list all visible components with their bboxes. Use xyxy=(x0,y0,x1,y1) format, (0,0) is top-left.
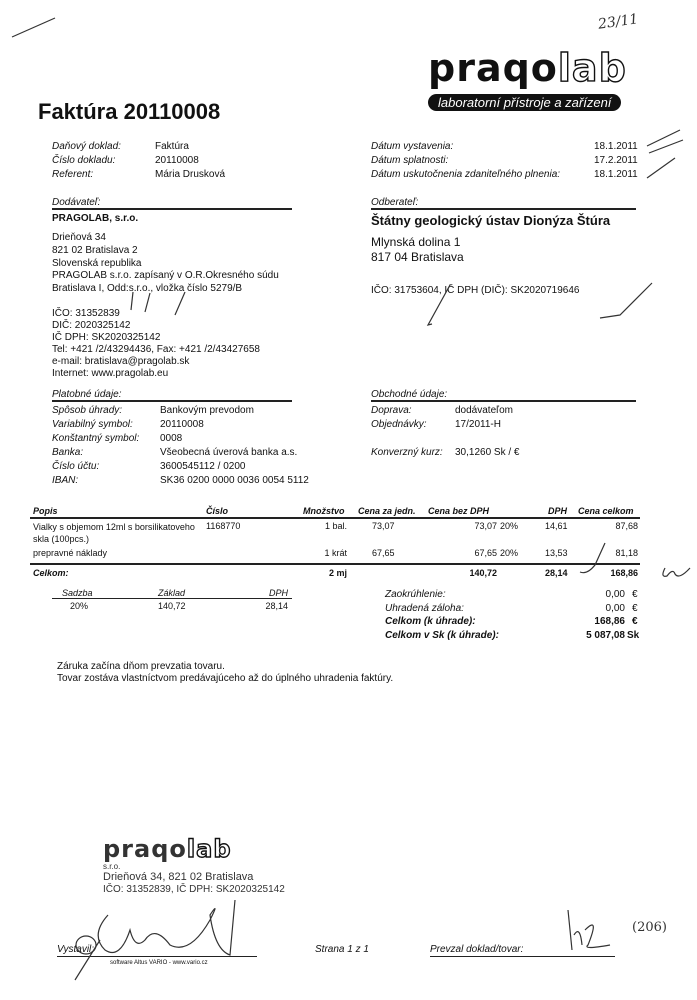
item-price-excl-vat: 73,07 xyxy=(474,521,497,531)
rounding-label: Zaokrúhlenie: xyxy=(385,589,446,600)
column-header: Cena bez DPH xyxy=(428,506,490,516)
received-label: Prevzal doklad/tovar: xyxy=(430,944,524,955)
logo-word-outline: lab xyxy=(557,46,627,90)
currency-unit: € xyxy=(632,603,638,614)
currency-unit: Sk xyxy=(627,630,640,641)
address-line: Bratislava I, Odd:s.r.o., vložka číslo 5279/B xyxy=(52,283,243,294)
column-header: Číslo xyxy=(206,506,229,516)
doc-info-value: 20110008 xyxy=(155,155,199,166)
customer-address-line: Mlynská dolina 1 xyxy=(371,235,461,249)
payment-value: Všeobecná úverová banka a.s. xyxy=(160,447,298,458)
rounding-value: 0,00 xyxy=(605,589,625,600)
date-label: Dátum splatnosti: xyxy=(371,155,449,166)
total-due-sk-label: Celkom v Sk (k úhrade): xyxy=(385,630,499,641)
item-vat-rate: 20% xyxy=(500,548,519,558)
check-mark xyxy=(575,540,695,585)
conversion-value: 30,1260 Sk / € xyxy=(455,447,520,458)
business-value: dodávateľom xyxy=(455,405,513,416)
vat-rate: 20% xyxy=(70,601,89,611)
vat-column-header: Sadzba xyxy=(62,588,93,598)
company-logo xyxy=(428,48,658,112)
total-price-excl-vat: 140,72 xyxy=(469,568,497,578)
total-due-value: 168,86 xyxy=(594,616,625,627)
item-description: prepravné náklady xyxy=(33,548,108,558)
item-quantity: 1 krát xyxy=(324,548,347,558)
doc-info-label: Číslo dokladu: xyxy=(52,155,116,166)
payment-label: IBAN: xyxy=(52,475,79,486)
payment-value: 3600545112 / 0200 xyxy=(160,461,246,472)
date-value: 18.1.2011 xyxy=(594,141,638,152)
column-header: Cena za jedn. xyxy=(358,506,416,516)
customer-name: Štátny geologický ústav Dionýza Štúra xyxy=(371,213,611,228)
business-heading: Obchodné údaje: xyxy=(371,389,448,400)
payment-label: Banka: xyxy=(52,447,84,458)
item-description: Vialky s objemom 12ml s borsilikatoveho skla (100pcs.) xyxy=(33,522,195,544)
date-label: Dátum vystavenia: xyxy=(371,141,454,152)
supplier-ico: IČO: 31352839 xyxy=(52,308,120,319)
total-label: Celkom: xyxy=(33,568,69,578)
supplier-ic-dph: IČ DPH: SK2020325142 xyxy=(52,332,161,343)
page-indicator: Strana 1 z 1 xyxy=(315,944,369,955)
business-value: 17/2011-H xyxy=(455,419,501,430)
date-value: 17.2.2011 xyxy=(594,155,638,166)
item-vat: 13,53 xyxy=(545,548,568,558)
company-stamp xyxy=(103,836,303,896)
business-label: Objednávky: xyxy=(371,419,427,430)
item-price-excl-vat: 67,65 xyxy=(474,548,497,558)
payment-value: 20110008 xyxy=(160,419,204,430)
payment-label: Konštantný symbol: xyxy=(52,433,140,444)
currency-unit: € xyxy=(632,589,638,600)
vat-base: 140,72 xyxy=(158,601,186,611)
date-value: 18.1.2011 xyxy=(594,169,638,180)
address-line: PRAGOLAB s.r.o. zapísaný v O.R.Okresného súdu xyxy=(52,270,279,281)
ownership-note: Tovar zostáva vlastníctvom predávajúceho až do úplného uhradenia faktúry. xyxy=(57,673,394,684)
column-header: Množstvo xyxy=(303,506,345,516)
item-unit-price: 73,07 xyxy=(372,521,395,531)
item-total: 87,68 xyxy=(615,521,638,531)
item-vat: 14,61 xyxy=(545,521,568,531)
doc-info-label: Referent: xyxy=(52,169,94,180)
address-line: 821 02 Bratislava 2 xyxy=(52,245,138,256)
payment-value: SK36 0200 0000 0036 0054 5112 xyxy=(160,475,309,486)
item-unit-price: 67,65 xyxy=(372,548,395,558)
warranty-note: Záruka začína dňom prevzatia tovaru. xyxy=(57,661,225,672)
item-number: 1168770 xyxy=(206,521,241,531)
doc-info-label: Daňový doklad: xyxy=(52,141,121,152)
supplier-website: Internet: www.pragolab.eu xyxy=(52,368,169,379)
stamp-sro: s.r.o. xyxy=(103,862,121,871)
total-due-label: Celkom (k úhrade): xyxy=(385,616,476,627)
supplier-email: e-mail: bratislava@pragolab.sk xyxy=(52,356,190,367)
signature-issuer xyxy=(60,895,250,985)
check-mark xyxy=(130,290,200,320)
stamp-logo-bold: praqo xyxy=(103,835,187,863)
supplier-heading: Dodávateľ: xyxy=(52,197,101,208)
currency-unit: € xyxy=(632,616,638,627)
stamp-ids: IČO: 31352839, IČ DPH: SK2020325142 xyxy=(103,884,285,895)
supplier-phone: Tel: +421 /2/43294436, Fax: +421 /2/43427658 xyxy=(52,344,260,355)
advance-label: Uhradená záloha: xyxy=(385,603,464,614)
check-mark xyxy=(645,128,685,183)
total-quantity: 2 mj xyxy=(328,568,347,578)
stamp-logo-outline: lab xyxy=(186,835,232,863)
scan-mark xyxy=(10,15,60,40)
payment-heading: Platobné údaje: xyxy=(52,389,122,400)
stamp-address: Drieňová 34, 821 02 Bratislava xyxy=(103,871,254,883)
business-label: Doprava: xyxy=(371,405,412,416)
item-quantity: 1 bal. xyxy=(324,521,347,531)
check-mark xyxy=(420,280,660,330)
payment-label: Číslo účtu: xyxy=(52,461,100,472)
total-amount: 168,86 xyxy=(610,568,638,578)
payment-label: Spôsob úhrady: xyxy=(52,405,123,416)
payment-value: Bankovým prevodom xyxy=(160,405,254,416)
customer-heading: Odberateľ: xyxy=(371,197,419,208)
received-note: (206) xyxy=(632,920,667,935)
vat-column-header: Základ xyxy=(158,588,186,598)
address-line: Slovenská republika xyxy=(52,258,142,269)
advance-value: 0,00 xyxy=(605,603,625,614)
customer-ids: IČO: 31753604, IČ DPH (DIČ): SK2020719646 xyxy=(371,285,580,296)
column-header: Popis xyxy=(33,506,58,516)
payment-value: 0008 xyxy=(160,433,183,444)
vat-column-header: DPH xyxy=(268,588,288,598)
total-vat: 28,14 xyxy=(545,568,568,578)
conversion-label: Konverzný kurz: xyxy=(371,447,443,458)
logo-word-bold: praqo xyxy=(428,46,558,90)
item-vat-rate: 20% xyxy=(500,521,519,531)
column-header: Cena celkom xyxy=(578,506,634,516)
doc-info-value: Faktúra xyxy=(155,141,189,152)
vat-amount: 28,14 xyxy=(265,601,288,611)
logo-tagline: laboratorní přístroje a zařízení xyxy=(428,94,621,111)
column-header: DPH xyxy=(548,506,568,516)
page-title: Faktúra 20110008 xyxy=(38,99,221,124)
total-due-sk-value: 5 087,08 xyxy=(586,630,625,641)
software-credit: software Altus VARIO - www.vario.cz xyxy=(110,960,208,966)
date-label: Dátum uskutočnenia zdaniteľného plnenia: xyxy=(371,169,561,180)
customer-address-line: 817 04 Bratislava xyxy=(371,250,464,264)
item-total: 81,18 xyxy=(615,548,638,558)
handwritten-note: 23/11 xyxy=(597,11,640,33)
supplier-name: PRAGOLAB, s.r.o. xyxy=(52,213,139,224)
supplier-dic: DIČ: 2020325142 xyxy=(52,320,131,331)
payment-label: Variabilný symbol: xyxy=(52,419,133,430)
address-line: Drieňová 34 xyxy=(52,232,106,243)
doc-info-value: Mária Drusková xyxy=(155,169,226,180)
issued-by-label: Vystavil: xyxy=(57,944,95,955)
